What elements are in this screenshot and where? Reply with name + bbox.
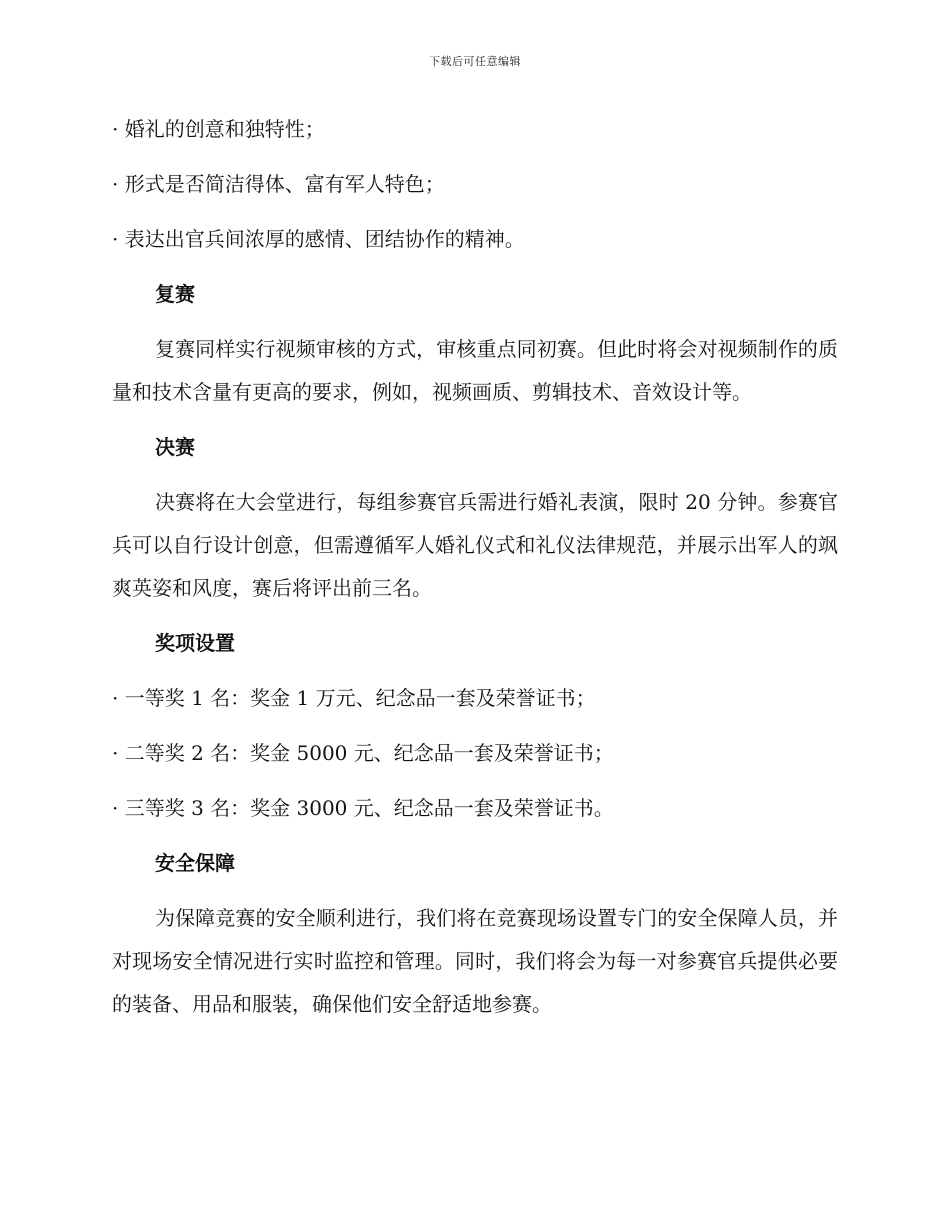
- criteria-bullet-3: · 表达出官兵间浓厚的感情、团结协作的精神。: [112, 227, 525, 251]
- final-paragraph: 决赛将在大会堂进行，每组参赛官兵需进行婚礼表演，限时 20 分钟。参赛官兵可以自行设计创意，但需遵循军人婚礼仪式和礼仪法律规范，并展示出军人的飒爽英姿和风度，赛后将评出前三名。: [112, 490, 838, 600]
- semifinal-heading: 复赛: [155, 282, 195, 306]
- criteria-bullet-2: · 形式是否简洁得体、富有军人特色；: [112, 172, 445, 196]
- semifinal-paragraph: 复赛同样实行视频审核的方式，审核重点同初赛。但此时将会对视频制作的质量和技术含量有更高的要求，例如，视频画质、剪辑技术、音效设计等。: [112, 337, 838, 404]
- safety-paragraph: 为保障竞赛的安全顺利进行，我们将在竞赛现场设置专门的安全保障人员，并对现场安全情况进行实时监控和管理。同时，我们将会为每一对参赛官兵提供必要的装备、用品和服装，确保他们安全舒适地参赛。: [112, 906, 838, 1016]
- award-item-first: · 一等奖 1 名：奖金 1 万元、纪念品一套及荣誉证书；: [112, 686, 596, 710]
- safety-heading: 安全保障: [155, 851, 235, 875]
- header-note: 下载后可任意编辑: [429, 55, 521, 68]
- document-content: [112, 108, 838, 1038]
- award-item-second: · 二等奖 2 名：奖金 5000 元、纪念品一套及荣誉证书；: [112, 741, 614, 765]
- final-heading: 决赛: [155, 435, 195, 459]
- awards-heading: 奖项设置: [155, 631, 235, 655]
- criteria-bullet-1: · 婚礼的创意和独特性；: [112, 117, 325, 141]
- award-item-third: · 三等奖 3 名：奖金 3000 元、纪念品一套及荣誉证书。: [112, 796, 614, 820]
